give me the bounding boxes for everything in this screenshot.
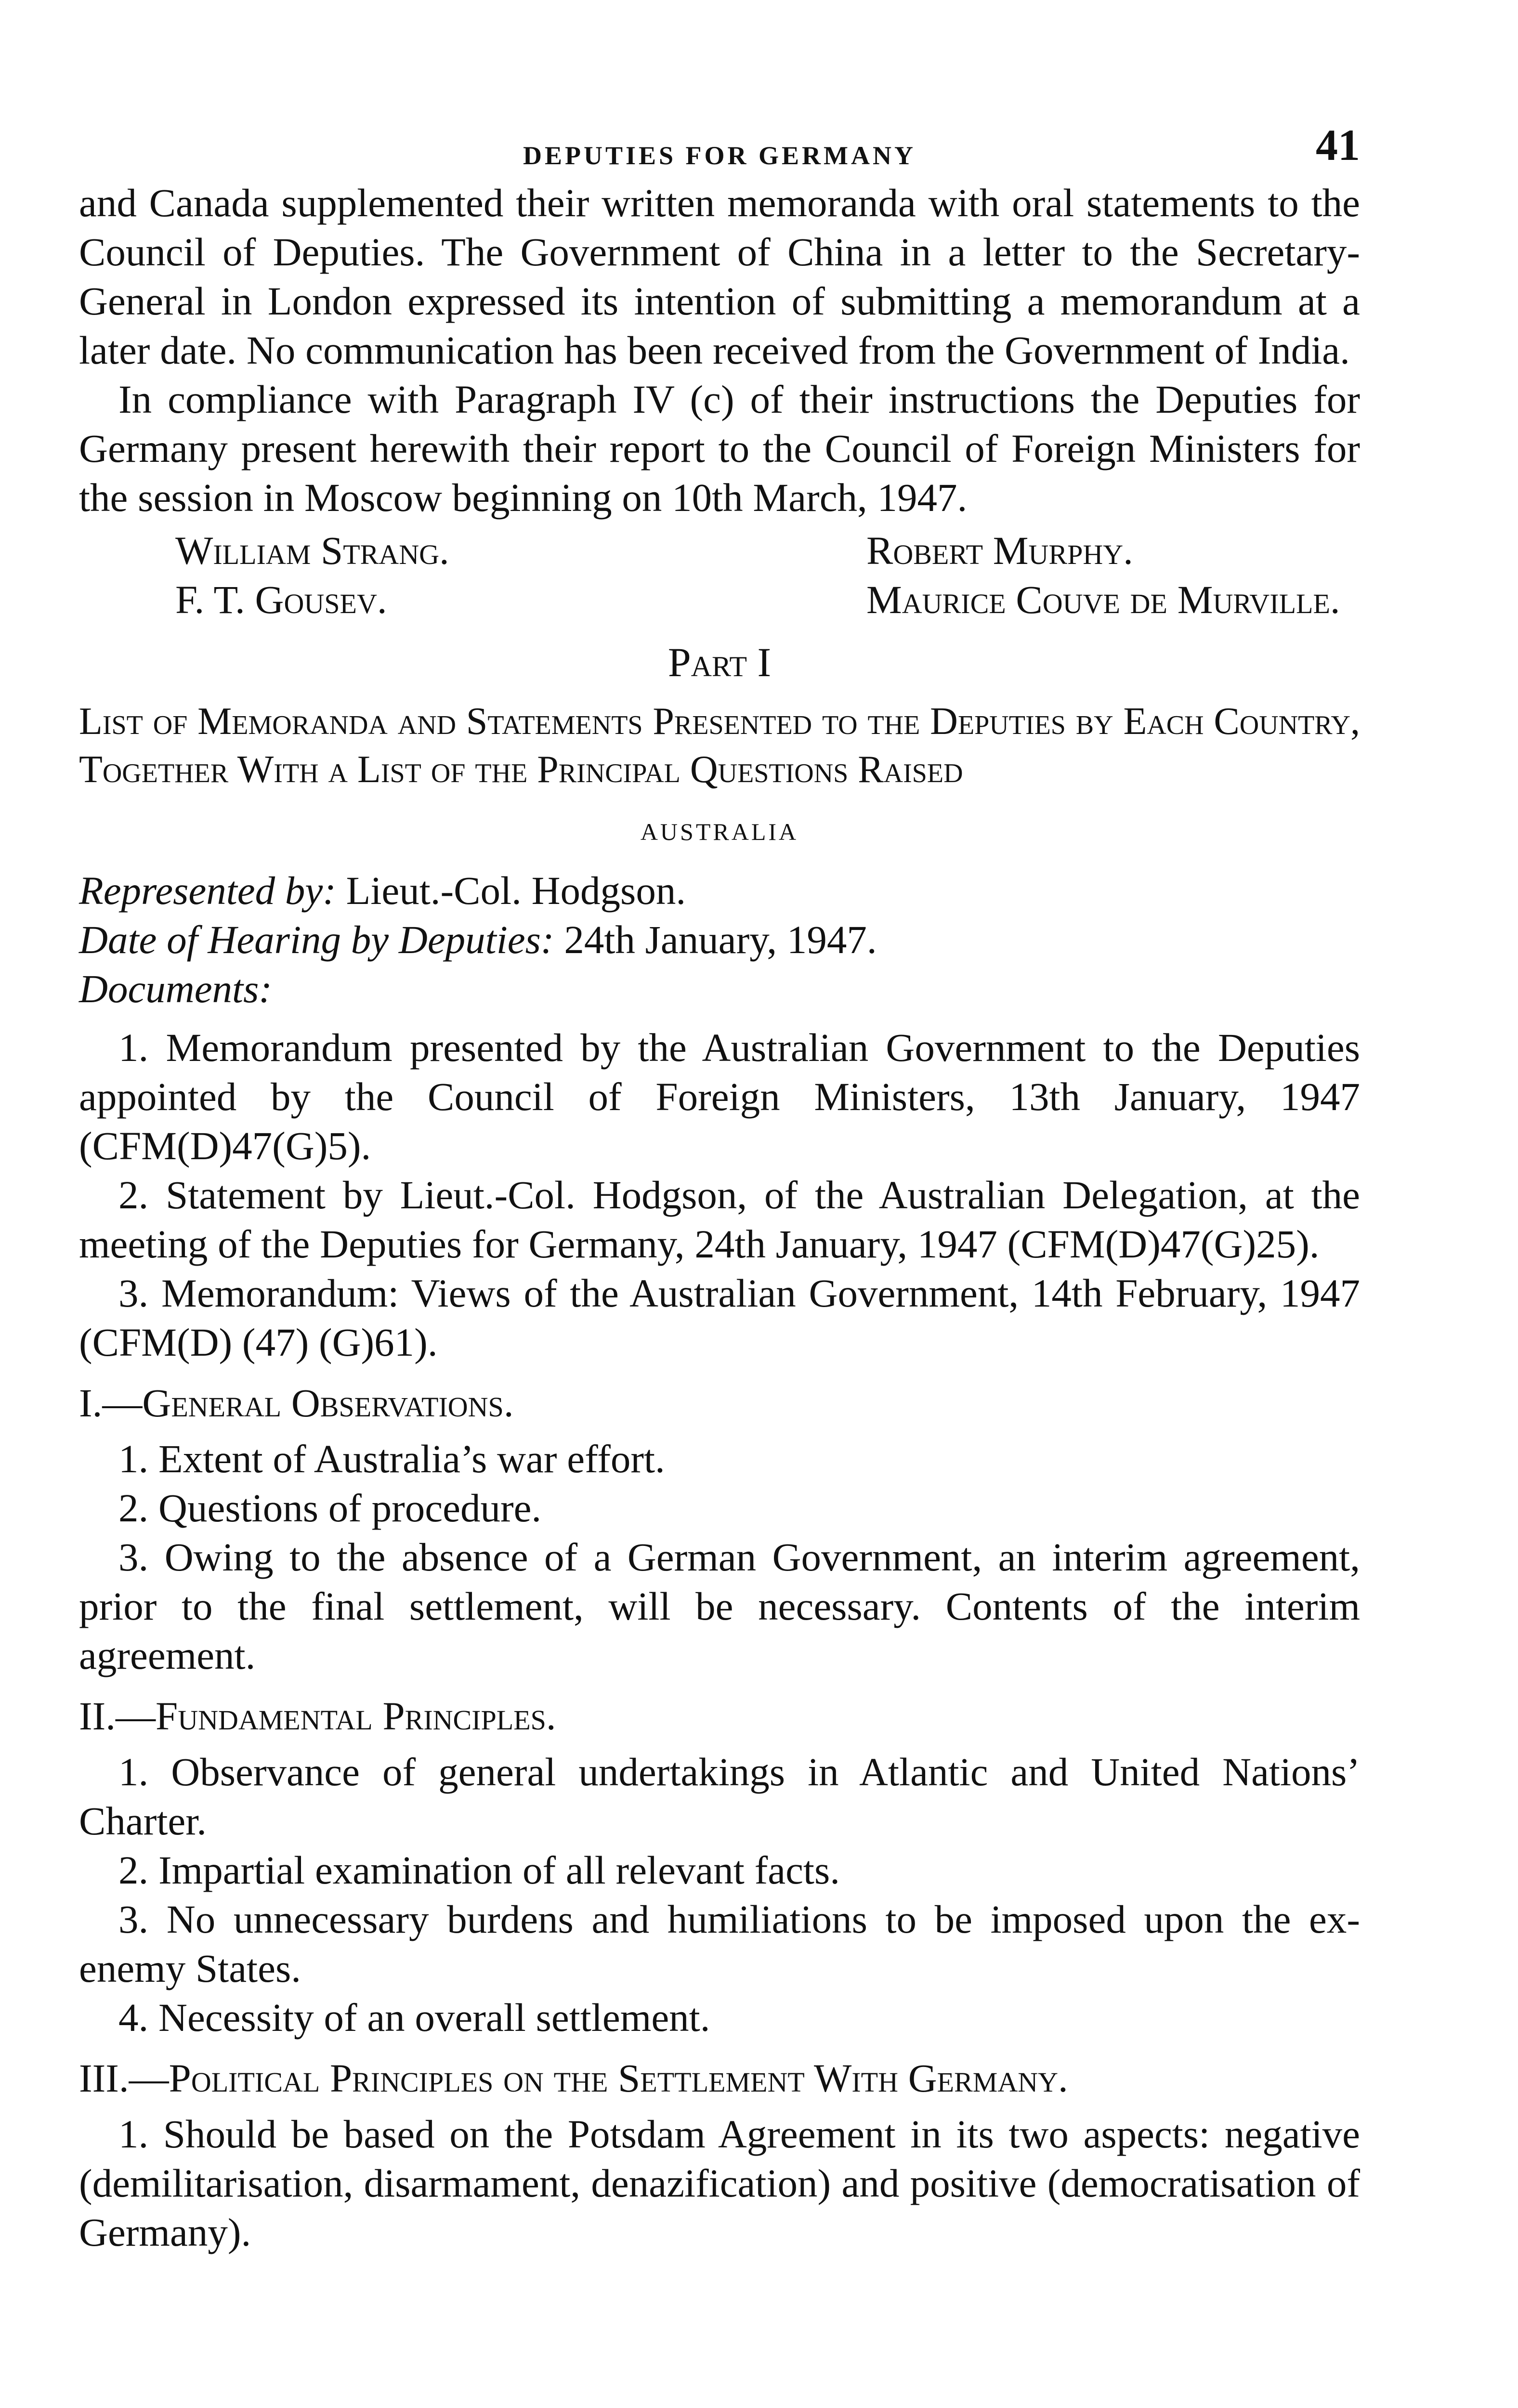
section-heading-political-principles: III.—Political Principles on the Settlement With Germany. (79, 2056, 1068, 2100)
hearing-date (79, 915, 1360, 964)
signatories (79, 526, 1360, 624)
documents-label: Documents: (79, 967, 273, 1011)
represented-by (79, 866, 1360, 915)
signatory-murphy: Robert Murphy. (866, 528, 1133, 573)
list-title: List of Memoranda and Statements Presented to the Deputies by Each Country, Together With a List of the Principal Questions Raised (79, 700, 1360, 791)
represented-by-label: Represented by: (79, 868, 336, 913)
country-heading: AUSTRALIA (640, 818, 799, 845)
list-item: 1. Should be based on the Potsdam Agreement in its two aspects: negative (demilitarisation, disarmament, denazification) and positive (democratisation of Germany). (79, 2112, 1360, 2254)
hearing-date-label: Date of Hearing by Deputies: (79, 917, 554, 962)
hearing-date-value: 24th January, 1947. (564, 917, 877, 962)
document-page (79, 120, 1360, 2257)
page-number: 41 (1316, 120, 1360, 170)
list-item: 1. Observance of general undertakings in Atlantic and United Nations’ Charter. (79, 1750, 1360, 1843)
document-item: 2. Statement by Lieut.-Col. Hodgson, of the Australian Delegation, at the meeting of the Deputies for Germany, 24th January, 1947 (CFM(D)47(G)25). (79, 1173, 1360, 1266)
intro-paragraph-2: In compliance with Paragraph IV (c) of their instructions the Deputies for Germany present herewith their report to the Council of Foreign Ministers for the session in Moscow beginning on 10th March, 1947. (79, 377, 1360, 520)
signatory-couve-de-murville: Maurice Couve de Murville. (866, 577, 1340, 622)
intro-paragraph-1: and Canada supplemented their written memoranda with oral statements to the Council of Deputies. The Government of China in a letter to the Secretary-General in London expressed its intention of submitting a memorandum at a later date. No communication has been received from the Government of India. (79, 181, 1360, 372)
document-item: 3. Memorandum: Views of the Australian Government, 14th February, 1947 (CFM(D) (47) (G)61). (79, 1271, 1360, 1364)
document-item: 1. Memorandum presented by the Australian Government to the Deputies appointed by the Council of Foreign Ministers, 13th January, 1947 (CFM(D)47(G)5). (79, 1025, 1360, 1168)
documents-label-line (79, 964, 1360, 1013)
list-item: 2. Impartial examination of all relevant facts. (118, 1848, 840, 1892)
running-header (79, 120, 1360, 173)
part-title: Part I (667, 639, 772, 685)
running-title: DEPUTIES FOR GERMANY (523, 141, 916, 170)
list-item: 2. Questions of procedure. (118, 1486, 542, 1530)
section-heading-fundamental-principles: II.—Fundamental Principles. (79, 1694, 556, 1738)
list-item: 4. Necessity of an overall settlement. (118, 1995, 710, 2040)
signatory-gousev: F. T. Gousev. (175, 577, 387, 622)
list-item: 3. Owing to the absence of a German Government, an interim agreement, prior to the final settlement, will be necessary. Contents of the interim agreement. (79, 1535, 1360, 1677)
signatory-strang: William Strang. (175, 528, 449, 573)
list-item: 3. No unnecessary burdens and humiliations to be imposed upon the ex-enemy States. (79, 1897, 1360, 1990)
section-heading-general-observations: I.—General Observations. (79, 1381, 514, 1425)
list-item: 1. Extent of Australia’s war effort. (118, 1437, 665, 1481)
represented-by-value: Lieut.-Col. Hodgson. (346, 868, 686, 913)
